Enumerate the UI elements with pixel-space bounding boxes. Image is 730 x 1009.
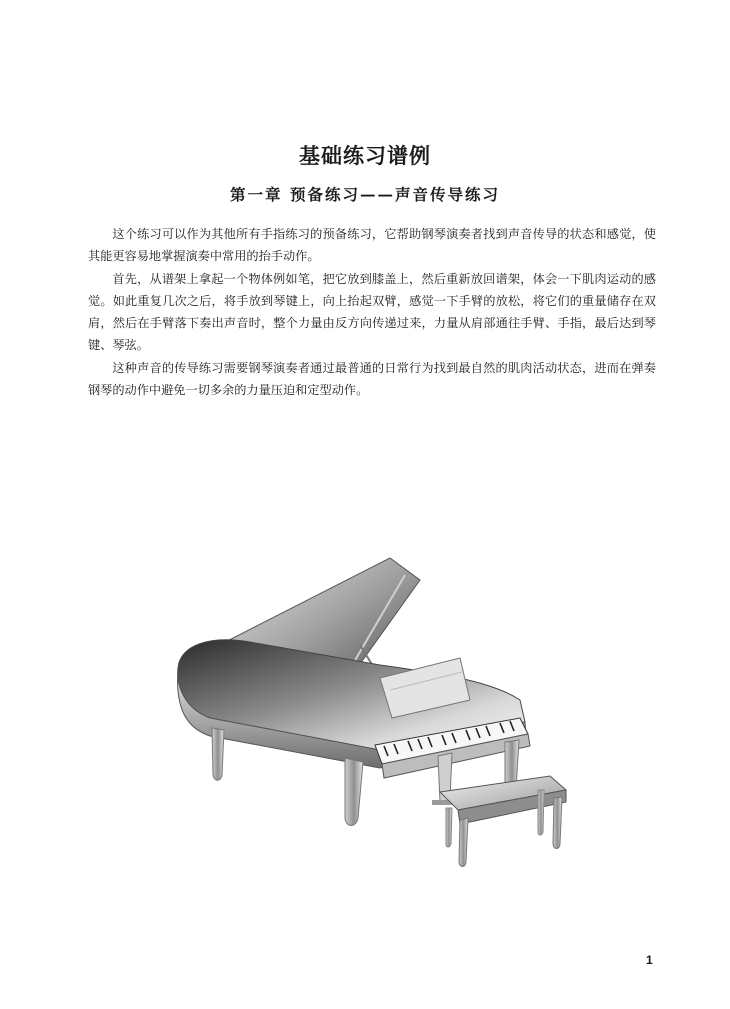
body-text: [88, 223, 656, 401]
page-title: 基础练习谱例: [299, 143, 431, 168]
paragraph-3: 这种声音的传导练习需要钢琴演奏者通过最普通的日常行为找到最自然的肌肉活动状态，进而在弹奏钢琴的动作中避免一切多余的力量压迫和定型动作。: [88, 360, 656, 398]
page-number: 1: [646, 953, 653, 967]
grand-piano-illustration: [170, 550, 580, 870]
paragraph-2: 首先，从谱架上拿起一个物体例如笔，把它放到膝盖上，然后重新放回谱架，体会一下肌肉运动的感觉。如此重复几次之后，将手放到琴键上，向上抬起双臂，感觉一下手臂的放松，将它们的重量储存在双肩，然后在手臂落下奏出声音时，整个力量由反方向传递过来，力量从肩部通往手臂、手指，最后达到琴键、琴弦。: [88, 271, 656, 353]
paragraph-1: 这个练习可以作为其他所有手指练习的预备练习，它帮助钢琴演奏者找到声音传导的状态和感觉，使其能更容易地掌握演奏中常用的抬手动作。: [88, 227, 656, 264]
chapter-title: 第一章 预备练习——声音传导练习: [230, 185, 500, 204]
